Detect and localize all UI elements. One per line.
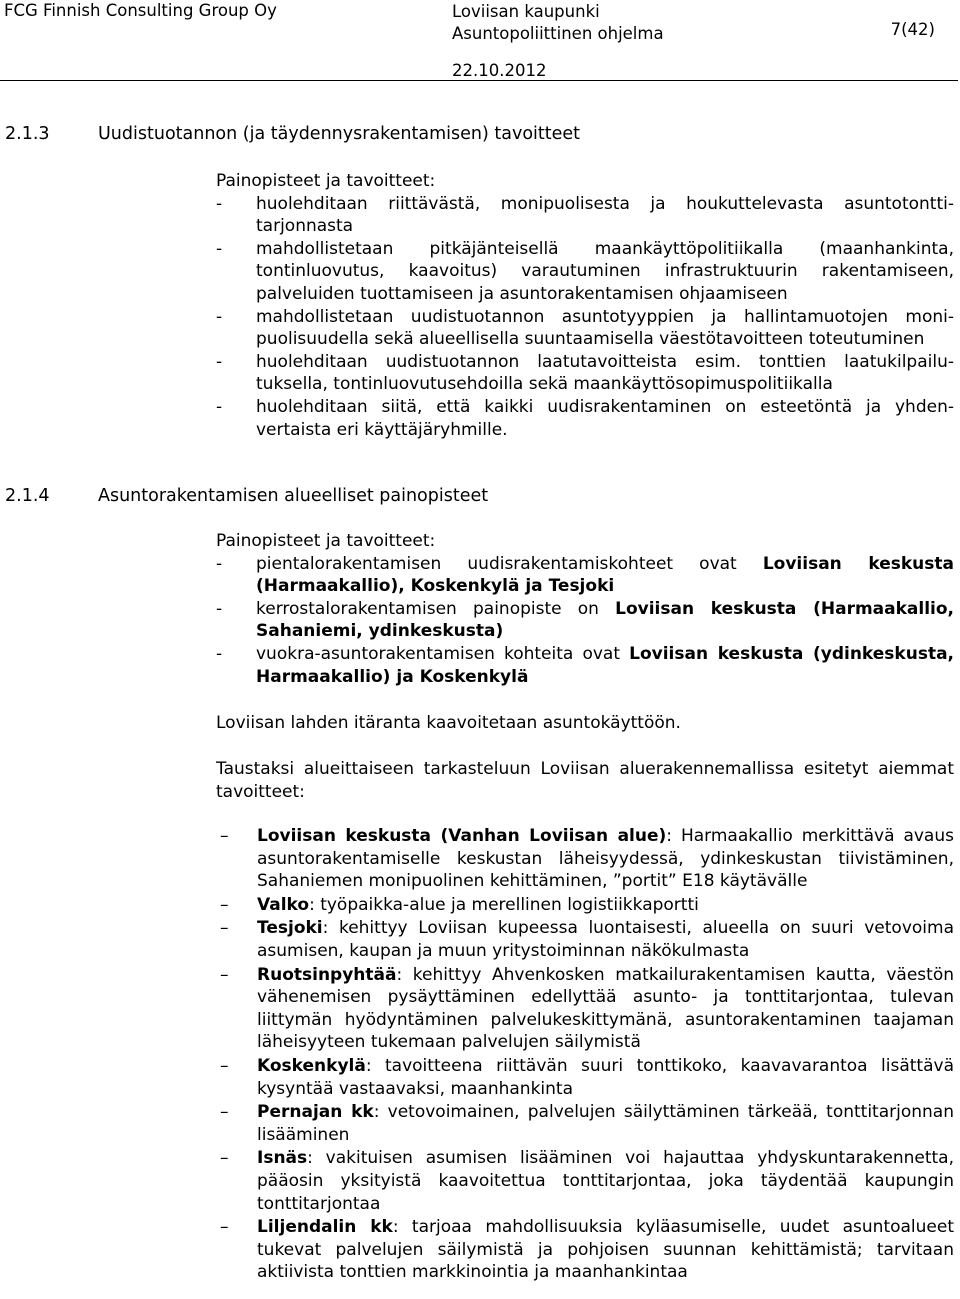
area-item: – Valko: työpaikka-alue ja merellinen logistiikkaportti: [220, 894, 699, 915]
section-intro: Painopisteet ja tavoitteet:: [216, 171, 436, 191]
header-client: Loviisan kaupunki: [452, 2, 600, 21]
header-rule: [0, 80, 958, 81]
section-number: 2.1.3: [5, 124, 50, 144]
header-company: FCG Finnish Consulting Group Oy: [4, 1, 277, 20]
section-heading-2-1-3: [5, 124, 580, 144]
section-number: 2.1.4: [5, 486, 50, 506]
section-intro: Painopisteet ja tavoitteet:: [216, 531, 436, 551]
section-title: Asuntorakentamisen alueelliset painopisteet: [98, 486, 489, 506]
section-title: Uudistuotannon (ja täydennysrakentamisen) tavoitteet: [98, 124, 581, 144]
section-2-1-3-body: [216, 170, 954, 441]
list-item: - mahdollistetaan pitkäjänteisellä maankäyttöpolitiikalla (maanhankinta, tontinluovutus, kaavoitus) varautuminen infrastruktuurin rakentamiseen, palveluiden tuottamiseen ja asuntorakentamisen ohjaamiseen: [216, 238, 954, 304]
list-item: - huolehditaan siitä, että kaikki uudisrakentaminen on esteetöntä ja yhdenvertaista eri käyttäjäryhmille.: [216, 396, 954, 440]
list-item: - huolehditaan riittävästä, monipuolisesta ja houkuttelevasta asuntotonttitarjonnasta: [216, 193, 954, 237]
area-list: [216, 825, 954, 1285]
area-item: – Loviisan keskusta (Vanhan Loviisan alue): Harmaakallio merkittävä avaus asuntorakentamiselle keskustan läheisyydessä, ydinkeskustan tiivistäminen, Sahaniemen monipuolinen kehittäminen, ”portit” E18 käytävälle: [220, 826, 954, 892]
header-center: [452, 1, 664, 45]
area-item: – Pernajan kk: vetovoimainen, palvelujen säilyttäminen tärkeää, tonttitarjonnan lisääminen: [220, 1102, 954, 1145]
header-page-number: 7(42): [890, 20, 935, 39]
list-item: - vuokra-asuntorakentamisen kohteita ovat Loviisan keskusta (ydinkeskusta, Harmaakallio) ja Koskenkylä: [216, 643, 954, 687]
section-heading-2-1-4: [5, 486, 488, 506]
list-item: - kerrostalorakentamisen painopiste on Loviisan keskusta (Harmaakallio, Sahaniemi, ydinkeskusta): [216, 598, 955, 642]
header-date: 22.10.2012: [452, 61, 547, 80]
area-item: – Isnäs: vakituisen asumisen lisääminen voi hajauttaa yhdyskuntarakennetta, pääosin yksityistä kaavoitettua tonttitarjontaa, joka täydentää kaupungin tonttitarjontaa: [220, 1148, 954, 1214]
list-item: - pientalorakentamisen uudisrakentamiskohteet ovat Loviisan keskusta (Harmaakallio), Koskenkylä ja Tesjoki: [216, 553, 955, 597]
area-item: – Tesjoki: kehittyy Loviisan kupeessa luontaisesti, alueella on suuri vetovoima asumisen, kaupan ja muun yritystoiminnan näkökulmasta: [220, 918, 954, 961]
header-doc-title: Asuntopoliittinen ohjelma: [452, 24, 664, 43]
section-2-1-4-body: [216, 530, 954, 688]
area-item: – Liljendalin kk: tarjoaa mahdollisuuksia kyläasumiselle, uudet asuntoalueet tukevat palvelujen säilymistä ja pohjoisen suunnan kehittämistä; tarvitaan aktiivista tonttien markkinointia ja maanhankintaa: [220, 1217, 955, 1283]
list-item: - huolehditaan uudistuotannon laatutavoitteista esim. tonttien laatukilpailutuksella, tontinluovutusehdoilla sekä maankäyttösopimuspolitiikalla: [216, 351, 954, 395]
page-header: [0, 0, 960, 80]
area-item: – Ruotsinpyhtää: kehittyy Ahvenkosken matkailurakentamisen kautta, väestön vähenemisen pysäyttäminen edellyttää asunto- ja tonttitarjontaa, tulevan liittymän hyödyntäminen palvelukeskittymänä, asuntorakentaminen taajaman läheisyyteen tukemaan palvelujen säilymistä: [220, 964, 954, 1053]
area-item: – Koskenkylä: tavoitteena riittävän suuri tonttikoko, kaavavarantoa lisättävä kysyntää vastaavaksi, maanhankinta: [220, 1055, 954, 1099]
paragraph-itaranta: Loviisan lahden itäranta kaavoitetaan asuntokäyttöön.: [216, 713, 681, 733]
list-item: - mahdollistetaan uudistuotannon asuntotyyppien ja hallintamuotojen monipuolisuudella sekä alueellisella suuntaamisella väestötavoitteen toteutuminen: [216, 306, 954, 350]
paragraph-background: Taustaksi alueittaiseen tarkasteluun Loviisan aluerakennemallissa esitetyt aiemmat tavoitteet:: [216, 759, 954, 802]
